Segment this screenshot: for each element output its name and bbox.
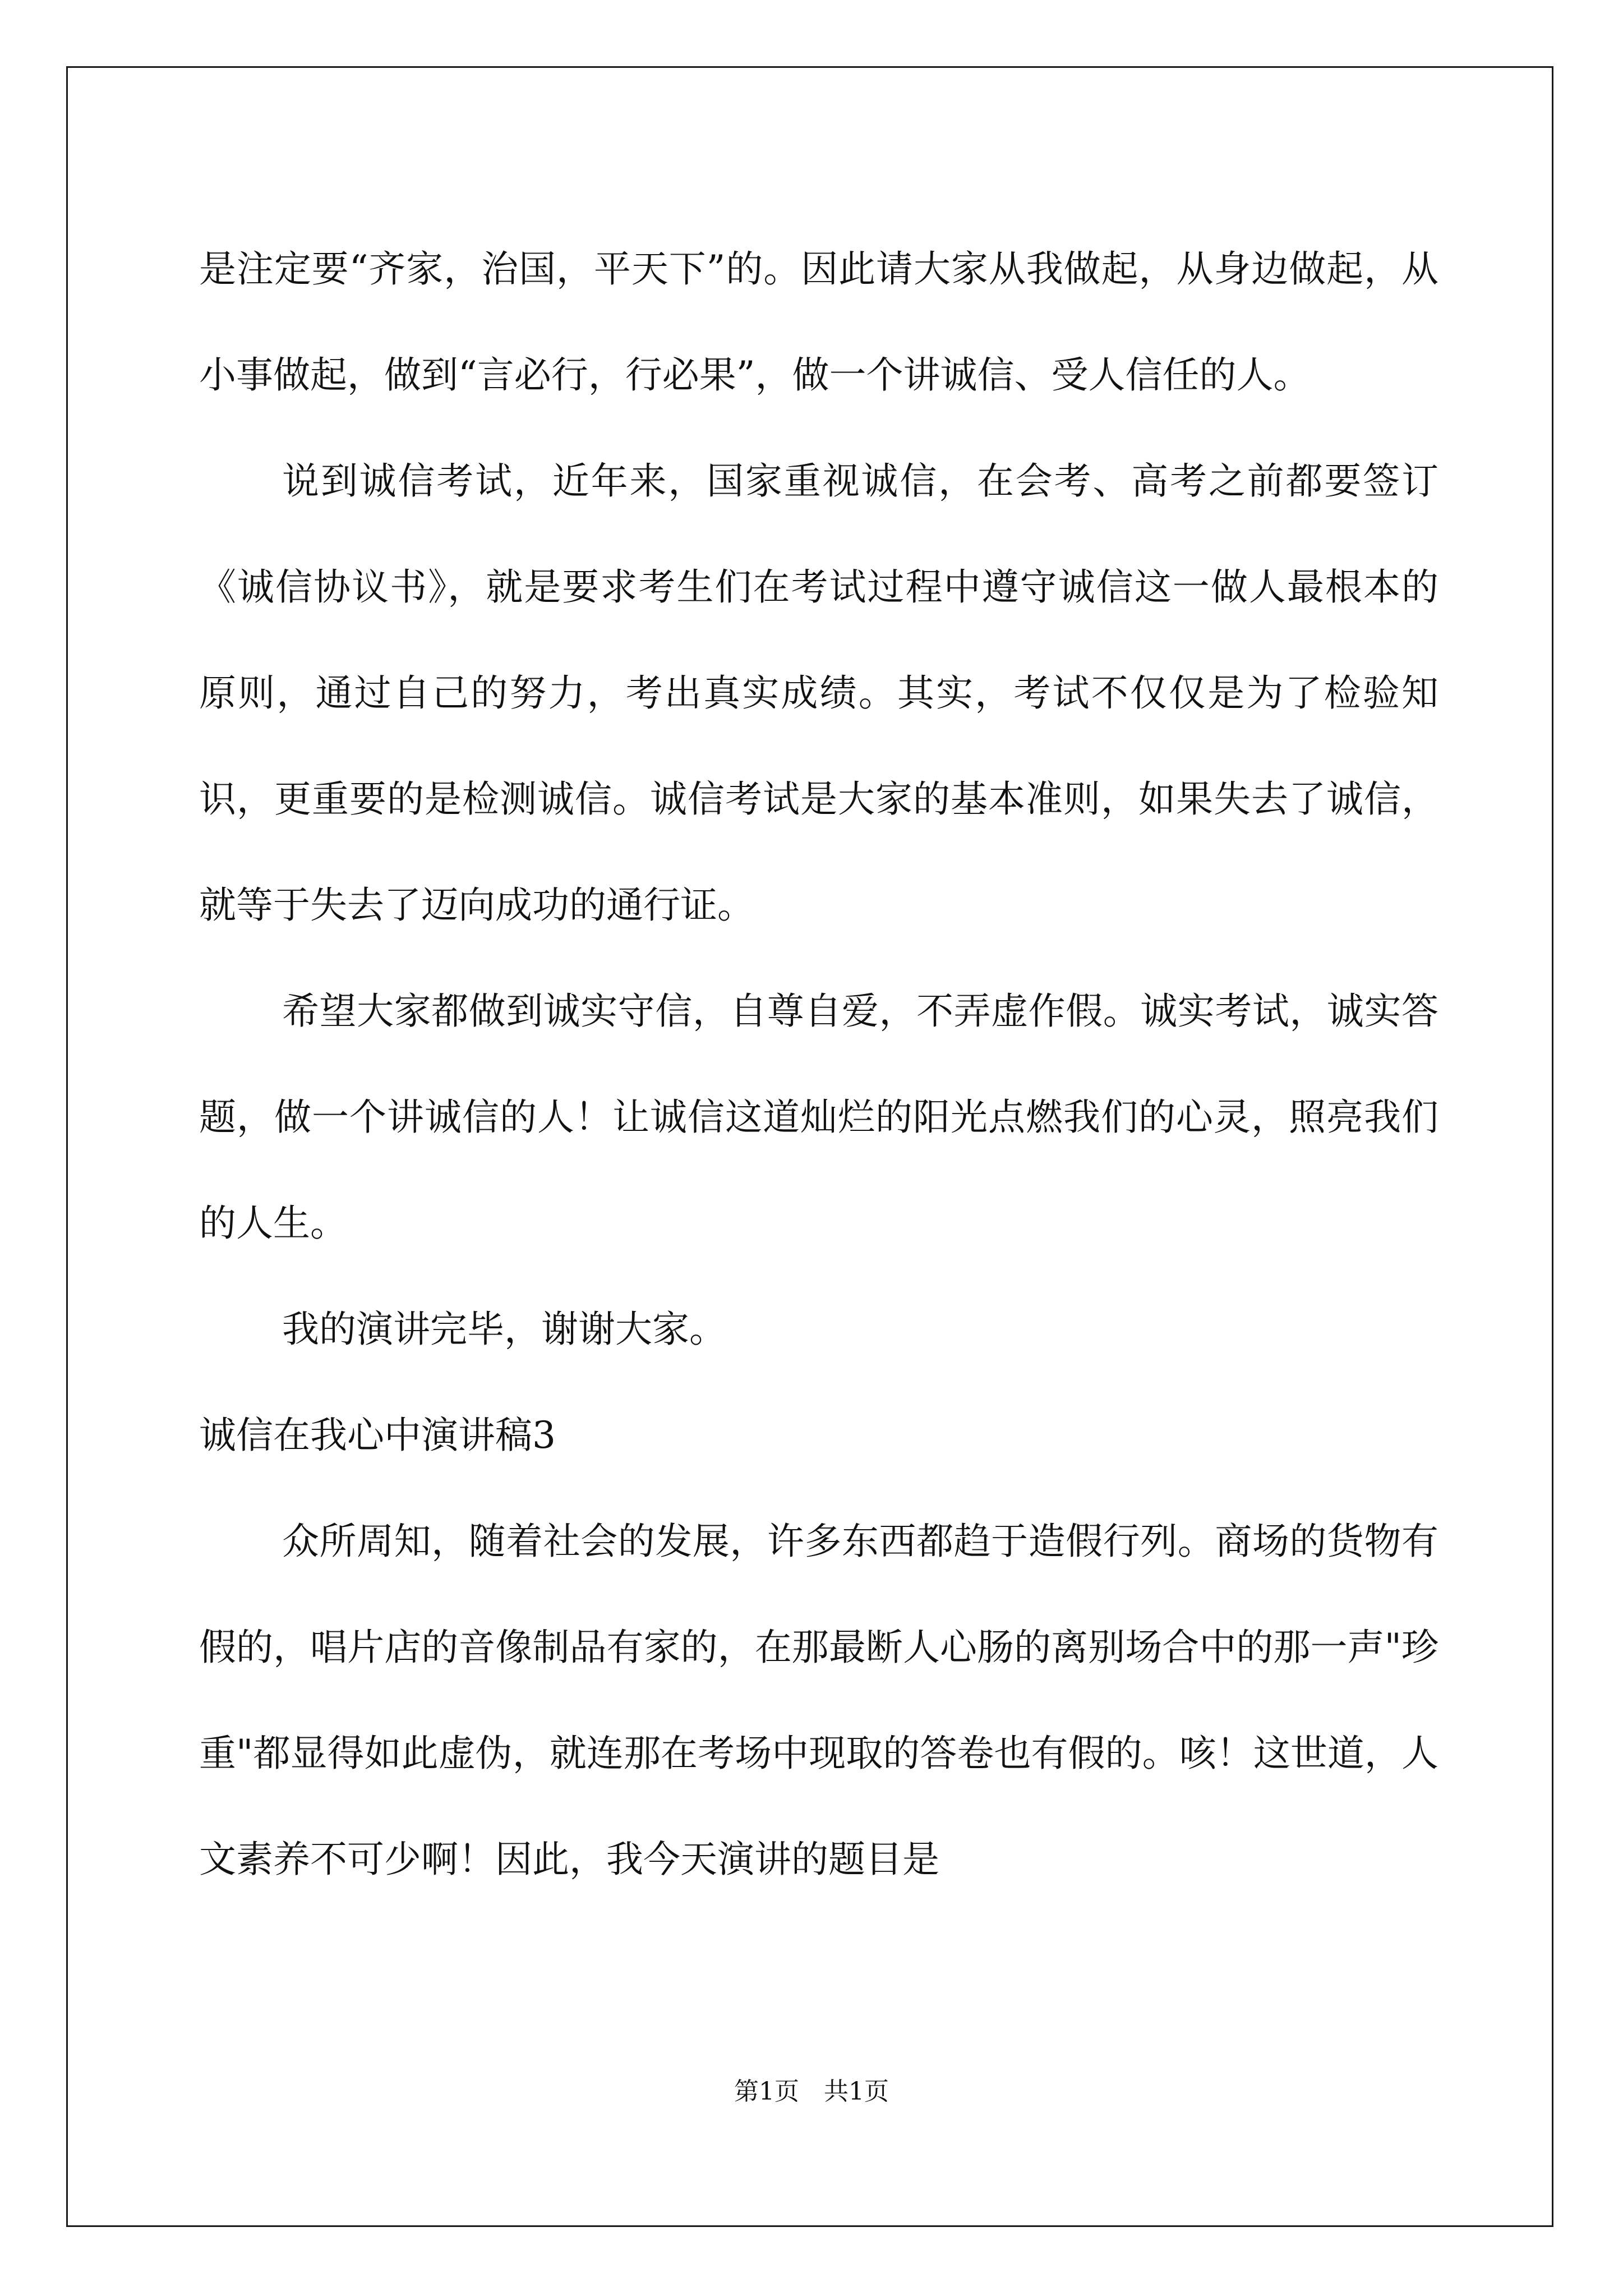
page-footer: 第1页 共1页 [734,2077,889,2106]
paragraph-1: 是注定要“齐家，治国，平天下”的。因此请大家从我做起，从身边做起，从小事做起，做到“言必行，行必果”，做一个讲诚信、受人信任的人。 [199,247,1438,397]
section-heading: 诚信在我心中演讲稿3 [199,1414,556,1457]
paragraph-3: 希望大家都做到诚实守信，自尊自爱，不弄虚作假。诚实考试，诚实答题，做一个讲诚信的人！让诚信这道灿烂的阳光点燃我们的心灵，照亮我们的人生。 [199,990,1438,1245]
paragraph-5: 众所周知，随着社会的发展，许多东西都趋于造假行列。商场的货物有假的，唱片店的音像制品有家的，在那最断人心肠的离别场合中的那一声"珍重"都显得如此虚伪，就连那在考场中现取的答卷也有假的。咳！这世道，人文素养不可少啊！因此，我今天演讲的题目是 [199,1520,1438,1881]
paragraph-4: 我的演讲完毕，谢谢大家。 [282,1308,726,1351]
paragraph-2: 说到诚信考试，近年来，国家重视诚信，在会考、高考之前都要签订《诚信协议书》，就是要求考生们在考试过程中遵守诚信这一做人最根本的原则，通过自己的努力，考出真实成绩。其实，考试不仅仅是为了检验知识，更重要的是检测诚信。诚信考试是大家的基本准则，如果失去了诚信，就等于失去了迈向成功的通行证。 [199,459,1438,927]
document-body [199,216,1438,1912]
